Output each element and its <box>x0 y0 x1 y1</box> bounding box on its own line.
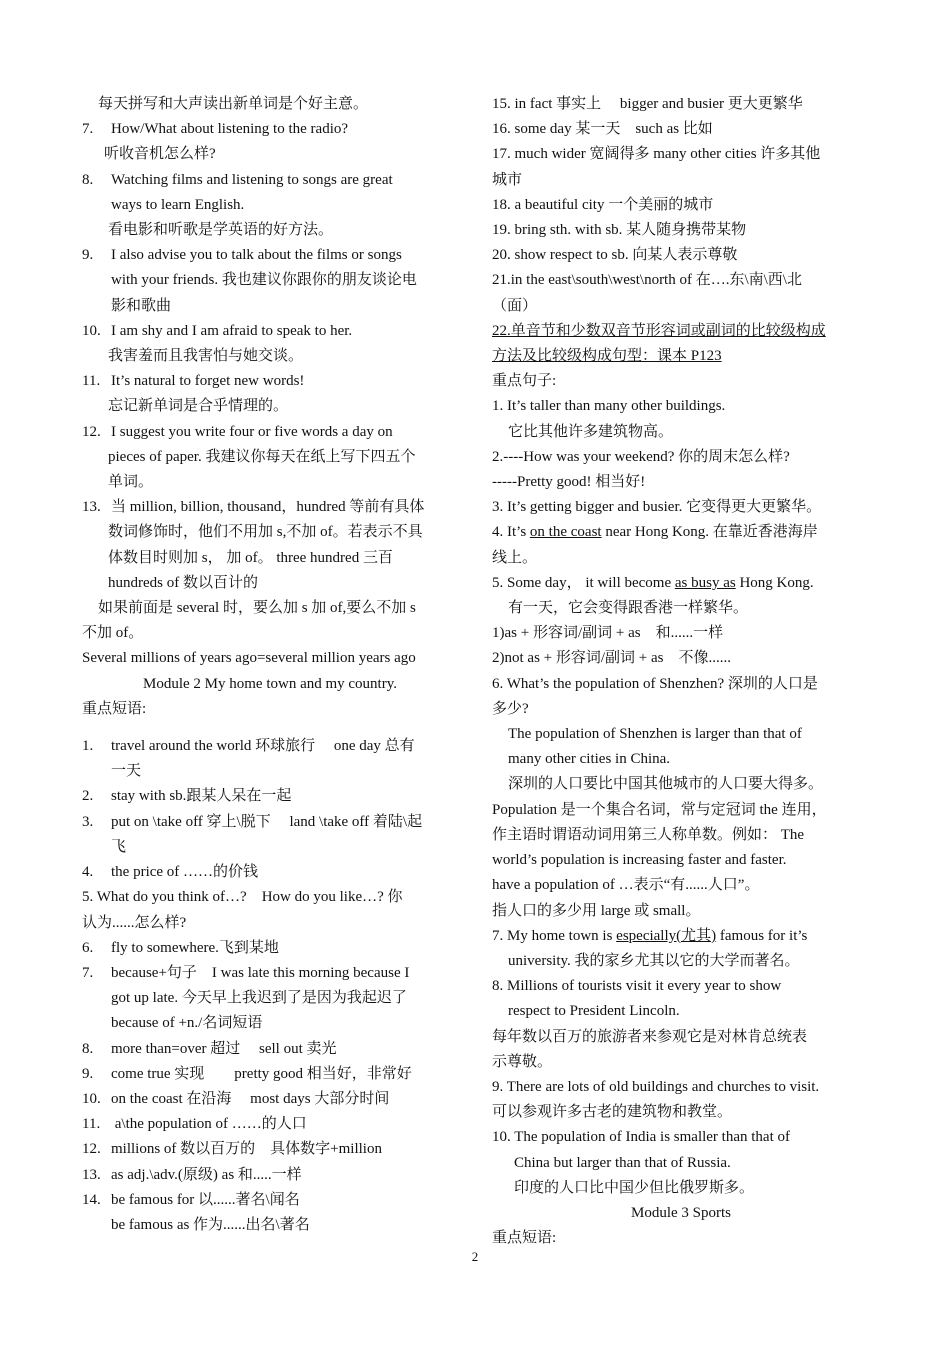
list-number: 10. <box>82 1090 101 1107</box>
text-line <box>492 1050 870 1075</box>
line-text: the price of ……的价钱 <box>111 864 259 881</box>
line-text: on the coast 在沿海 most days 大部分时间 <box>111 1090 390 1107</box>
text-line <box>492 798 870 823</box>
line-text: ways to learn English. <box>111 196 245 213</box>
line-text: -----Pretty good! 相当好! <box>492 474 646 491</box>
line-text: 3. It’s getting bigger and busier. 它变得更大更繁华。 <box>492 499 822 516</box>
list-number: 13. <box>82 499 101 516</box>
text-segment: 4. It’s <box>492 524 530 541</box>
text-line <box>82 420 458 445</box>
text-line <box>492 193 870 218</box>
text-line <box>492 546 870 571</box>
list-number: 13. <box>82 1166 101 1183</box>
line-text: 不加 of。 <box>82 625 144 642</box>
text-line <box>82 1037 458 1062</box>
line-text: 飞 <box>111 838 127 855</box>
text-line <box>492 268 870 293</box>
line-text: Module 2 My home town and my country. <box>143 675 397 692</box>
text-line <box>492 294 870 319</box>
text-line <box>492 1125 870 1150</box>
line-text: 15. in fact 事实上 bigger and busier 更大更繁华 <box>492 96 803 112</box>
text-line <box>492 823 870 848</box>
list-number: 12. <box>82 1141 101 1158</box>
text-line <box>82 1213 458 1238</box>
line-text: 数词修饰时，他们不用加 s,不加 of。若表示不具 <box>108 524 423 541</box>
line-text: 单词。 <box>108 474 154 491</box>
text-line <box>82 92 458 117</box>
line-text: 认为......怎么样? <box>82 914 187 931</box>
line-text: millions of 数以百万的 具体数字+million <box>111 1141 382 1158</box>
left-column <box>82 92 458 1238</box>
line-text: It’s natural to forget new words! <box>111 373 305 390</box>
text-line <box>492 697 870 722</box>
text-line <box>82 495 458 520</box>
line-text: 1)as + 形容词/副词 + as 和......一样 <box>492 625 724 642</box>
text-line <box>82 835 458 860</box>
text-line <box>492 394 870 419</box>
text-line <box>492 596 870 621</box>
text-line <box>82 546 458 571</box>
text-line <box>492 1025 870 1050</box>
line-text: I suggest you write four or five words a day on <box>111 423 393 440</box>
text-line <box>82 319 458 344</box>
line-text: 有一天，它会变得跟香港一样繁华。 <box>508 600 749 617</box>
text-line <box>492 747 870 772</box>
line-text: 19. bring sth. with sb. 某人随身携带某物 <box>492 222 747 239</box>
line-text: 我害羞而且我害怕与她交谈。 <box>108 348 304 365</box>
text-line <box>82 1062 458 1087</box>
text-segment: near Hong Kong. 在靠近香港海岸 <box>601 524 818 541</box>
line-text: 17. much wider 宽阔得多 many other cities 许多其他 <box>492 146 821 163</box>
line-text: （面） <box>492 297 538 314</box>
line-text: 2.----How was your weekend? 你的周末怎么样? <box>492 448 790 465</box>
text-line <box>492 319 870 344</box>
text-line <box>492 117 870 142</box>
line-text: 它比其他许多建筑物高。 <box>508 423 674 440</box>
line-text: as adj.\adv.(原级) as 和.....一样 <box>111 1166 302 1183</box>
line-text: got up late. 今天早上我迟到了是因为我起迟了 <box>111 990 407 1007</box>
text-line <box>492 218 870 243</box>
line-text: 1. It’s taller than many other buildings. <box>492 398 726 415</box>
line-text: be famous as 作为......出名\著名 <box>111 1216 310 1233</box>
text-line <box>492 344 870 369</box>
line-text: 6. What’s the population of Shenzhen? 深圳的人口是 <box>492 675 818 692</box>
line-text: university. 我的家乡尤其以它的大学而著名。 <box>508 952 800 969</box>
text-line <box>492 369 870 394</box>
text-line <box>492 924 870 949</box>
line-text: 线上。 <box>492 549 538 566</box>
line-text: 重点句子: <box>492 373 557 390</box>
line-text: come true 实现 pretty good 相当好，非常好 <box>111 1065 412 1082</box>
line-text: 印度的人口比中国少但比俄罗斯多。 <box>514 1179 755 1196</box>
list-number: 12. <box>82 423 101 440</box>
underlined-phrase: as busy as <box>674 574 736 591</box>
spacer <box>82 722 458 734</box>
text-line <box>82 596 458 621</box>
text-line <box>492 672 870 697</box>
line-text: 9. There are lots of old buildings and churches to visit. <box>492 1078 820 1095</box>
line-text: The population of Shenzhen is larger than that of <box>508 726 802 743</box>
list-number: 2. <box>82 788 94 805</box>
text-line <box>82 1087 458 1112</box>
text-line <box>82 294 458 319</box>
line-text: 忘记新单词是合乎情理的。 <box>108 398 289 415</box>
text-line <box>82 621 458 646</box>
text-line <box>82 961 458 986</box>
text-line <box>492 722 870 747</box>
list-number: 4. <box>82 864 94 881</box>
text-line <box>82 986 458 1011</box>
line-text: 示尊敬。 <box>492 1053 553 1070</box>
line-text: 重点短语: <box>492 1230 557 1247</box>
text-line <box>82 1112 458 1137</box>
text-line <box>492 621 870 646</box>
line-text: 一天 <box>111 763 142 780</box>
text-line <box>82 911 458 936</box>
text-line <box>492 899 870 924</box>
line-text: put on \take off 穿上\脱下 land \take off 着陆\起 <box>111 813 423 830</box>
text-line <box>82 218 458 243</box>
line-text: be famous for 以......著名\闻名 <box>111 1191 300 1208</box>
text-line <box>492 848 870 873</box>
text-segment: 5. Some day， it will become <box>492 574 675 591</box>
text-line <box>82 470 458 495</box>
list-number: 1. <box>82 738 94 755</box>
text-segment: 7. My home town is <box>492 927 617 944</box>
line-text: stay with sb.跟某人呆在一起 <box>111 788 292 805</box>
text-line <box>82 697 458 722</box>
text-line <box>492 1201 870 1226</box>
text-line <box>492 949 870 974</box>
line-text: 城市 <box>492 171 523 188</box>
text-line <box>492 243 870 268</box>
line-text: 重点短语: <box>82 700 147 717</box>
line-text: 10. The population of India is smaller than that of <box>492 1129 790 1146</box>
text-line <box>82 168 458 193</box>
line-text: 体数目时则加 s， 加 of。 three hundred 三百 <box>108 549 393 566</box>
text-line <box>82 268 458 293</box>
text-line <box>492 420 870 445</box>
text-line <box>82 117 458 142</box>
line-text: 20. show respect to sb. 向某人表示尊敬 <box>492 247 738 264</box>
text-line <box>82 571 458 596</box>
list-number: 9. <box>82 1065 94 1082</box>
line-text: 2)not as + 形容词/副词 + as 不像...... <box>492 650 731 667</box>
line-text: 方法及比较级构成句型：课本 P123 <box>492 348 722 365</box>
text-line <box>82 646 458 671</box>
text-line <box>492 1176 870 1201</box>
text-line <box>492 571 870 596</box>
line-text: How/What about listening to the radio? <box>111 121 349 138</box>
text-line <box>492 520 870 545</box>
line-text: 5. What do you think of…? How do you like…? 你 <box>82 889 403 906</box>
text-line <box>82 1137 458 1162</box>
text-line <box>492 142 870 167</box>
text-line <box>82 193 458 218</box>
line-text: world’s population is increasing faster and faster. <box>492 852 787 869</box>
text-line <box>82 344 458 369</box>
text-line <box>492 495 870 520</box>
text-segment: Hong Kong. <box>735 574 814 591</box>
line-text: 18. a beautiful city 一个美丽的城市 <box>492 196 714 213</box>
line-text: have a population of …表示“有......人口”。 <box>492 877 760 894</box>
line-text: 每年数以百万的旅游者来参观它是对林肯总统表 <box>492 1028 808 1045</box>
text-line <box>82 784 458 809</box>
page-number: 2 <box>471 1249 479 1264</box>
line-text: 多少? <box>492 700 529 717</box>
line-text: 如果前面是 several 时，要么加 s 加 of,要么不加 s <box>98 600 416 617</box>
line-text: many other cities in China. <box>508 751 671 768</box>
line-text: hundreds of 数以百计的 <box>108 574 258 591</box>
line-text: Population 是一个集合名词，常与定冠词 the 连用， <box>492 801 827 818</box>
line-text: with your friends. 我也建议你跟你的朋友谈论电 <box>111 272 417 289</box>
text-line <box>82 520 458 545</box>
list-number: 7. <box>82 121 94 138</box>
line-text: Several millions of years ago=several million years ago <box>82 650 416 667</box>
text-line <box>82 1163 458 1188</box>
line-text: I also advise you to talk about the films or songs <box>111 247 402 264</box>
line-text: 当 million, billion, thousand，hundred 等前有具体 <box>111 499 425 516</box>
text-line <box>492 92 870 117</box>
list-number: 8. <box>82 171 94 188</box>
line-text: I am shy and I am afraid to speak to her. <box>111 322 353 339</box>
list-number: 9. <box>82 247 94 264</box>
text-line <box>492 1075 870 1100</box>
line-text: Watching films and listening to songs are great <box>111 171 393 188</box>
line-text: 22.单音节和少数双音节形容词或副词的比较级构成 <box>492 322 826 339</box>
text-line <box>82 885 458 910</box>
line-text: travel around the world 环球旅行 one day 总有 <box>111 738 415 755</box>
text-line <box>492 999 870 1024</box>
list-number: 11. <box>82 373 101 390</box>
line-text: because+句子 I was late this morning because I <box>111 964 410 981</box>
line-text: a\the population of ……的人口 <box>111 1116 307 1133</box>
text-line <box>82 243 458 268</box>
list-number: 6. <box>82 939 94 956</box>
list-number: 7. <box>82 964 94 981</box>
line-text: 深圳的人口要比中国其他城市的人口要大得多。 <box>508 776 824 793</box>
right-column <box>492 92 870 1251</box>
list-number: 14. <box>82 1191 101 1208</box>
list-number: 10. <box>82 322 101 339</box>
list-number: 11. <box>82 1116 101 1133</box>
text-line <box>492 646 870 671</box>
text-line <box>82 394 458 419</box>
text-line <box>82 734 458 759</box>
text-line <box>492 1226 870 1251</box>
line-text: 影和歌曲 <box>111 297 172 314</box>
line-text: 每天拼写和大声读出新单词是个好主意。 <box>98 96 369 112</box>
text-line <box>82 142 458 167</box>
text-line <box>82 860 458 885</box>
text-line <box>82 369 458 394</box>
text-line <box>82 445 458 470</box>
line-text: China but larger than that of Russia. <box>514 1154 731 1171</box>
line-text: 21.in the east\south\west\north of 在….东\南\西\北 <box>492 272 802 289</box>
text-line <box>82 672 458 697</box>
text-line <box>492 168 870 193</box>
line-text: fly to somewhere.飞到某地 <box>111 939 279 956</box>
text-line <box>492 772 870 797</box>
text-line <box>82 810 458 835</box>
line-text: more than=over 超过 sell out 卖光 <box>111 1040 337 1057</box>
underlined-phrase: especially(尤其) <box>616 927 717 944</box>
list-number: 3. <box>82 813 94 830</box>
text-line <box>492 873 870 898</box>
text-line <box>492 470 870 495</box>
line-text: pieces of paper. 我建议你每天在纸上写下四五个 <box>108 448 416 465</box>
text-line <box>82 1188 458 1213</box>
line-text: 指人口的多少用 large 或 small。 <box>492 902 701 919</box>
line-text: respect to President Lincoln. <box>508 1003 680 1020</box>
text-line <box>82 936 458 961</box>
text-line <box>492 974 870 999</box>
text-line <box>82 1011 458 1036</box>
text-line <box>492 1100 870 1125</box>
line-text: 可以参观许多古老的建筑物和教堂。 <box>492 1104 733 1121</box>
text-line <box>492 445 870 470</box>
text-segment: famous for it’s <box>716 927 808 944</box>
line-text: 作主语时谓语动词用第三人称单数。例如： The <box>492 826 805 843</box>
line-text: Module 3 Sports <box>630 1204 731 1221</box>
text-line <box>492 1151 870 1176</box>
line-text: 看电影和听歌是学英语的好方法。 <box>108 222 334 239</box>
line-text: 8. Millions of tourists visit it every year to show <box>492 978 782 995</box>
underlined-phrase: on the coast <box>529 524 602 541</box>
text-line <box>82 759 458 784</box>
line-text: 听收音机怎么样? <box>104 146 216 163</box>
line-text: 16. some day 某一天 such as 比如 <box>492 121 713 138</box>
line-text: because of +n./名词短语 <box>111 1015 263 1032</box>
list-number: 8. <box>82 1040 94 1057</box>
